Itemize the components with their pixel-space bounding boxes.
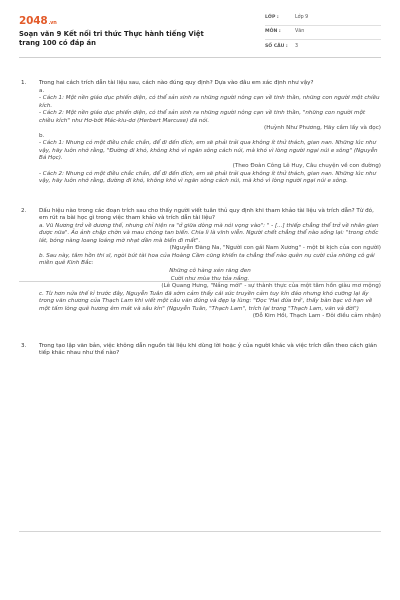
question-line: b. Sau này, tâm hồn thi sĩ, ngòi bút tài hoa của Hoàng Cầm cũng khiến ta chẳng thể nào quên nụ cười của những cô gái miền quê Kinh Bắc:	[39, 252, 375, 267]
poem-line: Cười như mùa thu tỏa nắng.	[170, 275, 250, 282]
citation-line: (Lê Quang Hưng, "Nắng mới" - sự thành thực của một tâm hồn giàu mơ mộng)	[161, 283, 381, 290]
question-number: 1.	[21, 80, 27, 86]
meta-label: MÔN :	[265, 29, 281, 35]
question-line: c. Từ hơn nửa thế kỉ trước đây, Nguyễn Tuân đã sớm cảm thấy cái sức truyền cảm tuy kín đáo nhưng khó cưỡng lại ấy trong văn chương của Thạch Lam khi viết một câu văn đúng và đẹp lạ lùng: "Đọc 'Hai đứa trẻ', thấy bàn bạc vô hạn về một tấm lòng quê hương êm mát và sâu kín" (Nguyễn Tuân, "Thạch Lam", trích lại trong "Thạch Lam, văn và đời")	[39, 290, 373, 312]
meta-label: LỚP :	[265, 15, 279, 21]
question-list	[19, 80, 381, 370]
citation-line: (Đỗ Kim Hồi, Thạch Lam - Đôi điều cảm nhận)	[252, 313, 381, 320]
question-number: 3.	[21, 342, 27, 349]
question-line: - Cách 2: Nhưng có một điều chắc chắn, để đi đến đích, em sẽ phải trải qua không ít thử thách, gian nan. Những lúc như vậy, hãy luôn nhớ rằng, đường đi khó, không khó vì ngăn sông cách núi, mà khó vì lòng người ngại núi e sông.	[39, 170, 377, 185]
document-header	[19, 12, 381, 58]
question-line: - Cách 1: Nhưng có một điều chắc chắn, để đi đến đích, em sẽ phải trải qua không ít thử thách, gian nan. Những lúc như vậy, hãy luôn nhớ rằng, "Đường đi khó, không khó vì ngăn sông cách núi, mà khó vì lòng người ngại núi e sông" (Nguyễn Bá Học).	[39, 140, 378, 162]
meta-table	[265, 12, 381, 54]
section-divider	[19, 531, 381, 532]
meta-row-count	[265, 40, 381, 54]
meta-label: SỐ CÂU :	[265, 43, 288, 49]
citation-line: (Huỳnh Như Phương, Hãy cầm lấy và đọc)	[264, 125, 381, 132]
question-2	[19, 208, 381, 321]
meta-row-class	[265, 12, 381, 26]
meta-row-subject	[265, 26, 381, 40]
question-3	[19, 343, 381, 358]
meta-value: Văn	[295, 29, 305, 35]
citation-line: (Theo Đoàn Công Lê Huy, Câu chuyện về con đường)	[232, 163, 381, 170]
question-text: Trong tạo lập văn bản, việc không dẫn nguồn tài liệu khi dùng lời hoặc ý của người khác và việc trích dẫn theo cách gián tiếp khác nhau như thế nào?	[39, 342, 377, 357]
question-text: Dấu hiệu nào trong các đoạn trích sau cho thấy người viết tuân thủ quy định khi tham khảo tài liệu và trích dẫn? Từ đó, em rút ra bài học gì trong việc tham khảo và trích dẫn tài liệu?	[39, 207, 374, 222]
citation-line: (Nguyễn Đăng Na, "Người con gái Nam Xương" - một bi kịch của con người)	[169, 245, 381, 252]
poem-line: Những cô hàng xén răng đen	[169, 268, 251, 275]
question-line: a. Vũ Nương trở về dương thế, nhưng chỉ hiện ra "ở giữa dòng mà nói vọng vào": " - [...] thiếp chẳng thể trở về nhân gian được nữa". Ảo ảnh chập chờn và mau chóng tan biến. Chia lì là vĩnh viễn. Người chết chẳng thể nào sống lại: "trong chốc lát, bóng nàng loang loáng mờ nhạt dần mà biến đi mất".	[39, 222, 379, 244]
question-line: - Cách 1: Một nền giáo dục phiến diện, có thể sản sinh ra những người nông cạn về tinh thần, những con người một chiều kích.	[39, 95, 380, 109]
site-logo[interactable]: 2048.vn	[19, 15, 57, 27]
question-line: a.	[39, 87, 45, 94]
question-line: b.	[39, 132, 45, 139]
meta-value: Lớp 9	[295, 15, 309, 21]
question-1	[19, 80, 381, 186]
page-title: Soạn văn 9 Kết nối tri thức Thực hành tiếng Việt trang 100 có đáp án	[19, 30, 204, 47]
question-number: 2.	[21, 207, 27, 214]
question-text: Trong hai cách trích dẫn tài liệu sau, cách nào đúng quy định? Dựa vào đâu em xác định như vậy?	[39, 80, 314, 86]
meta-value: 3	[295, 43, 299, 49]
section-divider	[19, 281, 381, 282]
question-line: - Cách 2: Một nền giáo dục phiến diện, có thể sản sinh ra những người nông cạn về tinh thần, "những con người một chiều kích" như Hơ-bớt Mác-kiu-dơ (Herbert Marcuse) đã nói.	[39, 110, 366, 124]
